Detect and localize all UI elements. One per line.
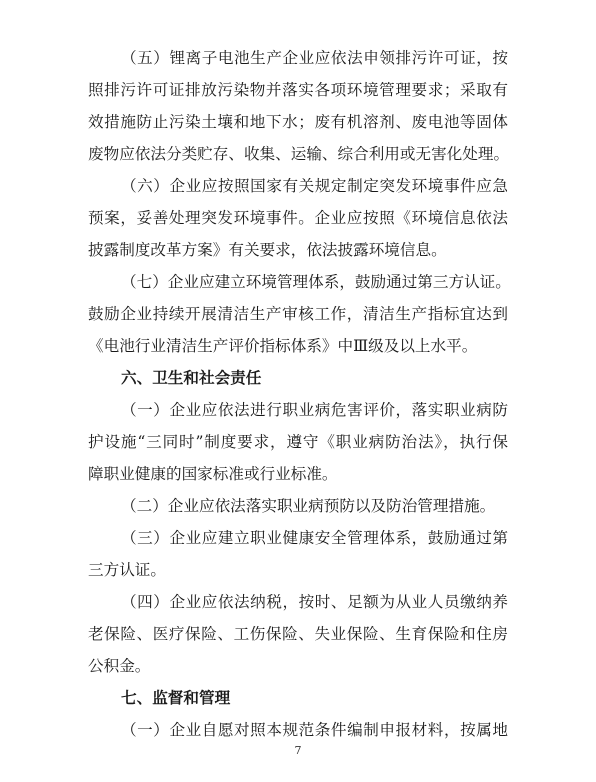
section-6-item-4-line-2: 老保险、医疗保险、工伤保险、失业保险、生育保险和住房: [88, 625, 508, 643]
paragraph-6-line-2: 预案，妥善处理突发环境事件。企业应按照《环境信息依法: [88, 209, 508, 227]
paragraph-5-line-2: 照排污许可证排放污染物并落实各项环境管理要求；采取有: [88, 81, 508, 99]
section-6-item-4-line-3: 公积金。: [88, 657, 151, 675]
section-6-item-2-line-1: （二）企业应依法落实职业病预防以及防治管理措施。: [121, 497, 496, 515]
section-6-item-3-line-2: 三方认证。: [88, 561, 166, 579]
section-7-heading: 七、监督和管理: [121, 689, 231, 707]
paragraph-5-line-3: 效措施防止污染土壤和地下水；废有机溶剂、废电池等固体: [88, 113, 508, 131]
section-6-item-1-line-3: 障职业健康的国家标准或行业标准。: [88, 465, 338, 483]
paragraph-5-line-1: （五）锂离子电池生产企业应依法申领排污许可证，按: [121, 49, 508, 67]
section-7-item-1-line-1: （一）企业自愿对照本规范条件编制申报材料，按属地: [121, 721, 508, 739]
section-6-item-1-line-1: （一）企业应依法进行职业病危害评价，落实职业病防: [121, 401, 508, 419]
section-6-item-1-line-2: 护设施“三同时”制度要求，遵守《职业病防治法》，执行保: [88, 433, 508, 451]
paragraph-6-line-1: （六）企业应按照国家有关规定制定突发环境事件应急: [121, 177, 508, 195]
paragraph-7-line-3: 《电池行业清洁生产评价指标体系》中Ⅲ级及以上水平。: [88, 337, 478, 355]
section-6-heading: 六、卫生和社会责任: [121, 369, 262, 387]
section-6-item-4-line-1: （四）企业应依法纳税，按时、足额为从业人员缴纳养: [121, 593, 508, 611]
paragraph-7-line-2: 鼓励企业持续开展清洁生产审核工作，清洁生产指标宜达到: [88, 305, 508, 323]
paragraph-5-line-4: 废物应依法分类贮存、收集、运输、综合利用或无害化处理。: [88, 145, 510, 163]
page-number: 7: [294, 744, 302, 757]
section-6-item-3-line-1: （三）企业应建立职业健康安全管理体系，鼓励通过第: [121, 529, 508, 547]
paragraph-6-line-3: 披露制度改革方案》有关要求，依法披露环境信息。: [88, 241, 447, 259]
paragraph-7-line-1: （七）企业应建立环境管理体系，鼓励通过第三方认证。: [121, 273, 511, 291]
